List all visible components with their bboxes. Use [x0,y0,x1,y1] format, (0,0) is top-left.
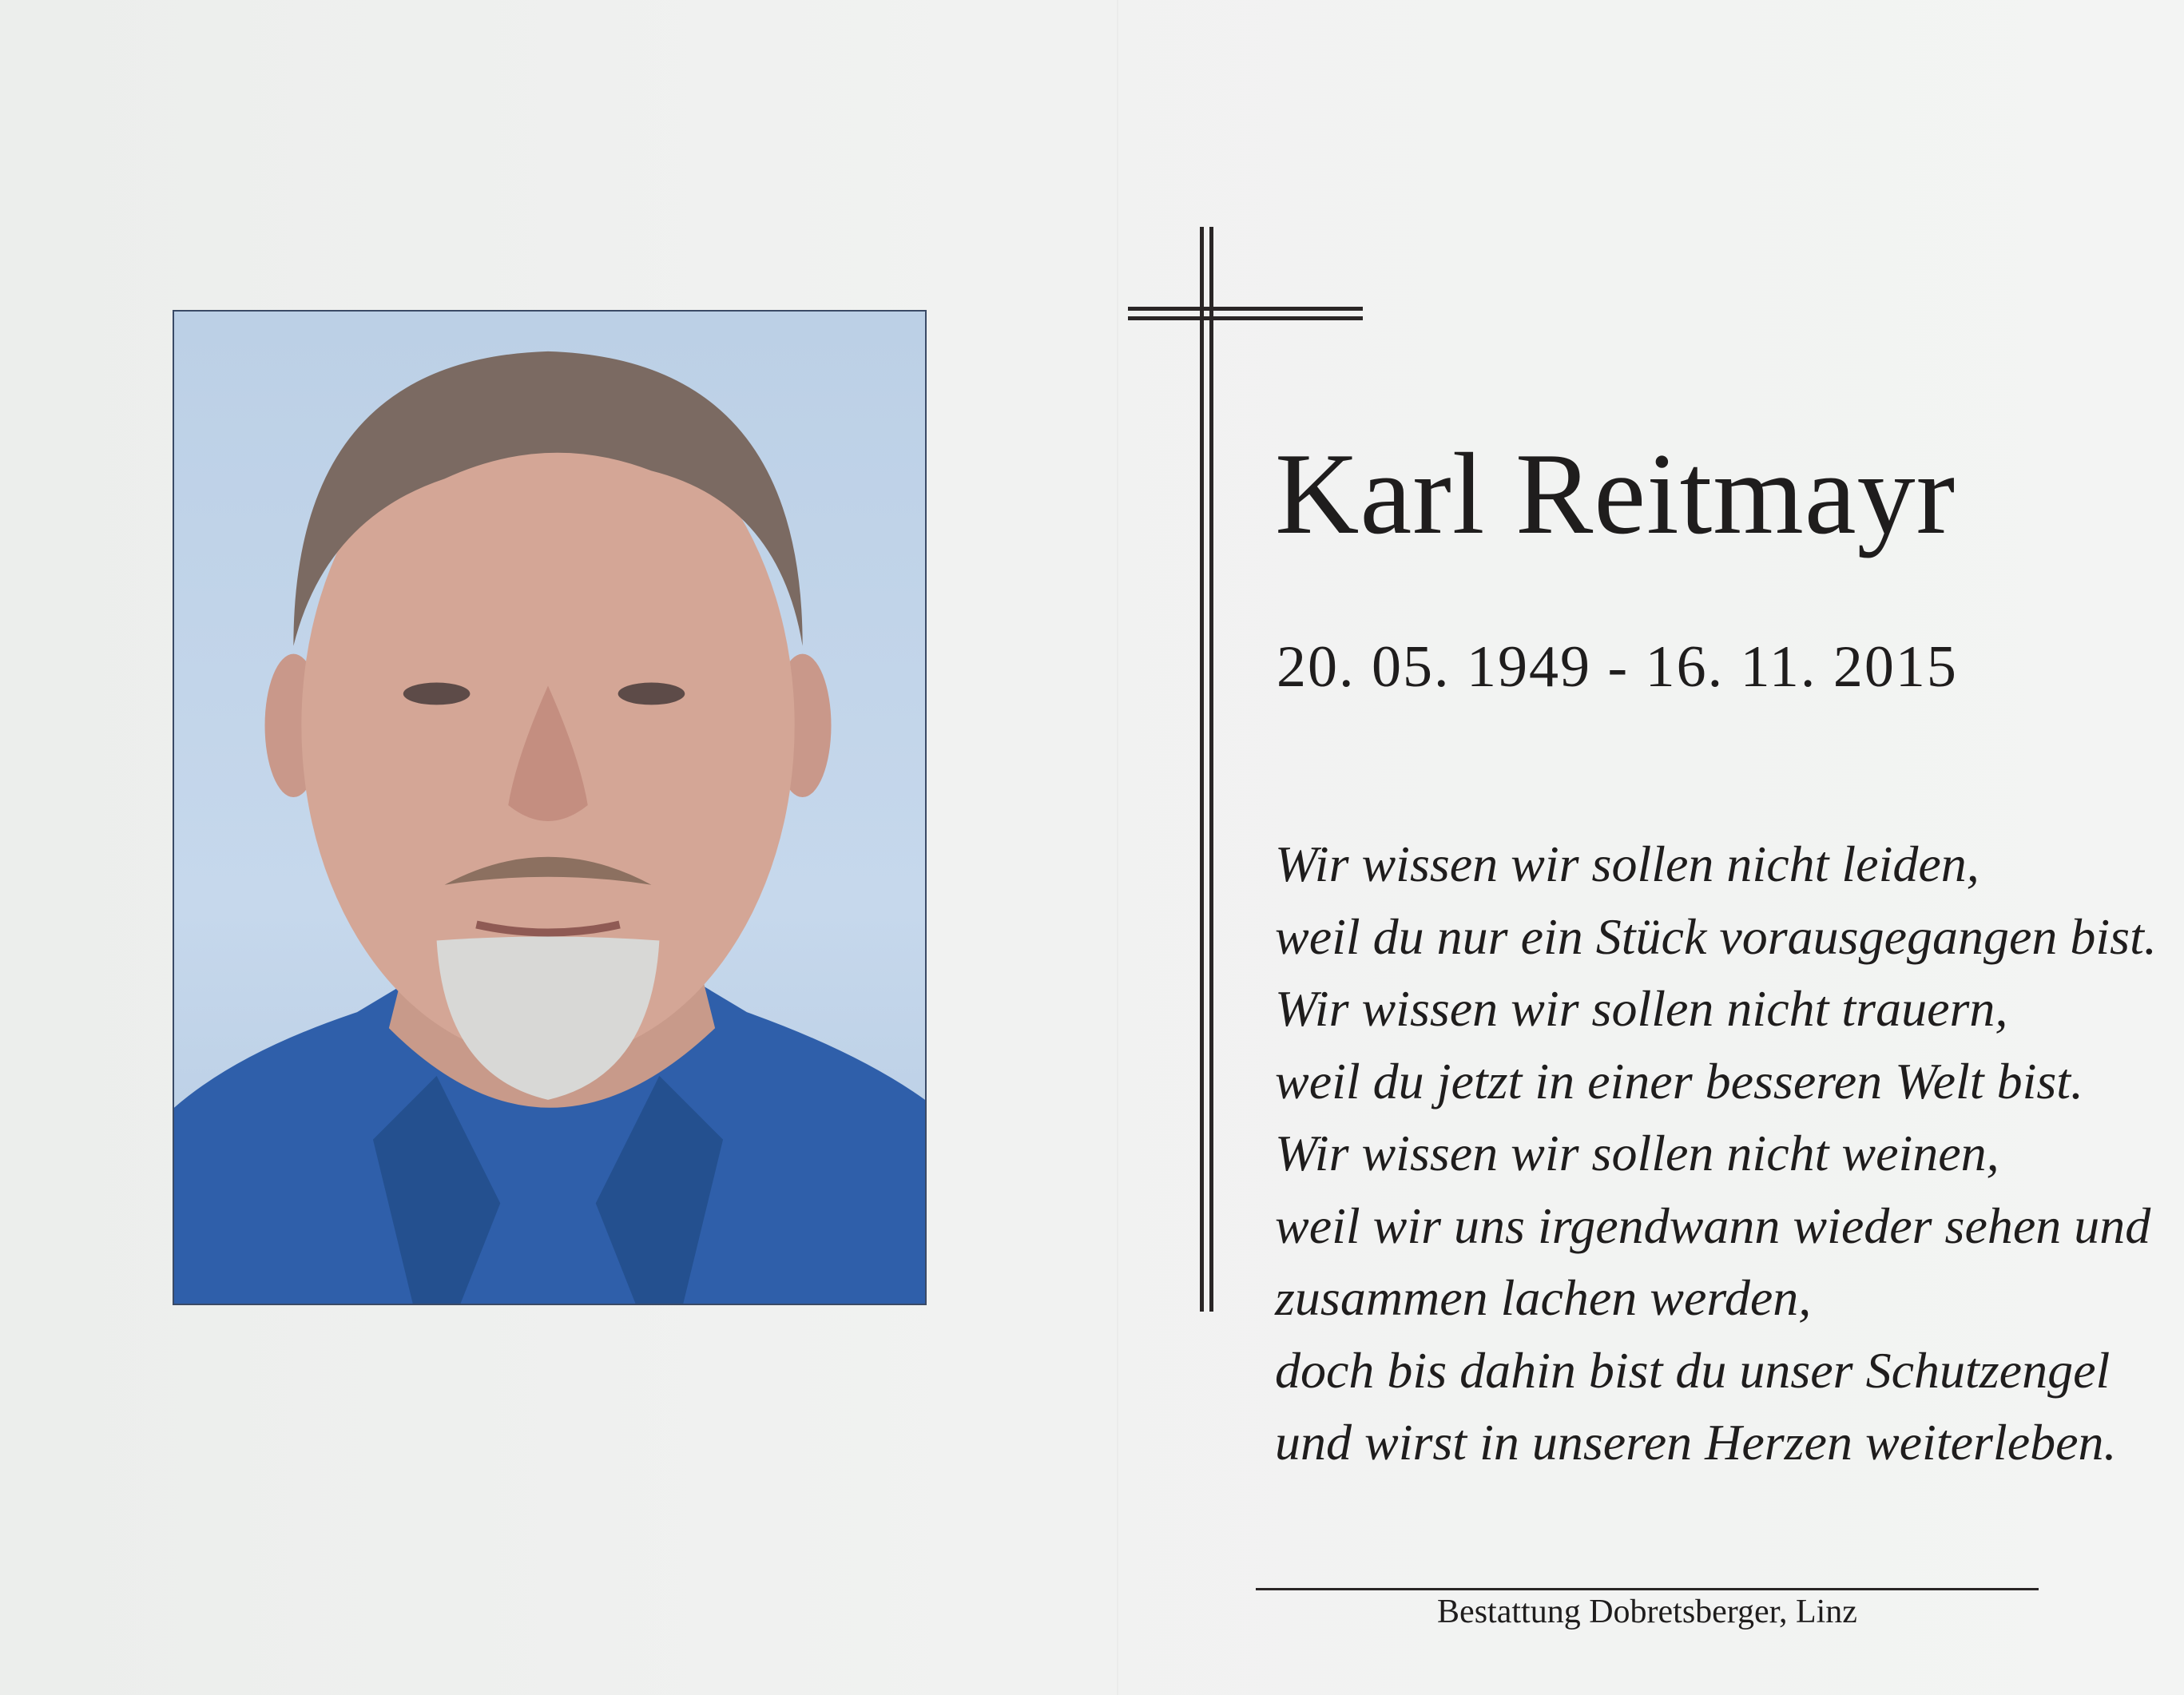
poem-line: Wir wissen wir sollen nicht weinen, [1275,1125,1999,1181]
funeral-home-credit: Bestattung Dobretsberger, Linz [1437,1594,1857,1630]
memorial-poem [1275,828,2157,1479]
poem-line: zusammen lachen werden, [1275,1269,1812,1326]
cross-icon-line [1209,227,1213,1312]
footer-divider [1256,1588,2039,1590]
cross-icon [1200,227,1204,1312]
poem-line: doch bis dahin bist du unser Schutzengel [1275,1341,2111,1399]
poem-line: und wirst in unseren Herzen weiterleben. [1275,1414,2117,1471]
poem-line: Wir wissen wir sollen nicht leiden, [1275,836,1979,892]
poem-line: weil wir uns irgendwann wieder sehen und [1275,1197,2151,1254]
deceased-name: Karl Reitmayr [1275,429,1956,558]
cross-bar-line [1128,316,1363,320]
portrait-photo [173,310,927,1305]
cross-bar-line [1128,307,1363,311]
poem-line: weil du jetzt in einer besseren Welt bist. [1275,1052,2084,1109]
card-fold [1117,0,1118,1695]
life-dates: 20. 05. 1949 - 16. 11. 2015 [1277,634,1958,700]
poem-line: Wir wissen wir sollen nicht trauern, [1275,980,2008,1037]
poem-line: weil du nur ein Stück vorausgegangen bist. [1275,907,2157,965]
